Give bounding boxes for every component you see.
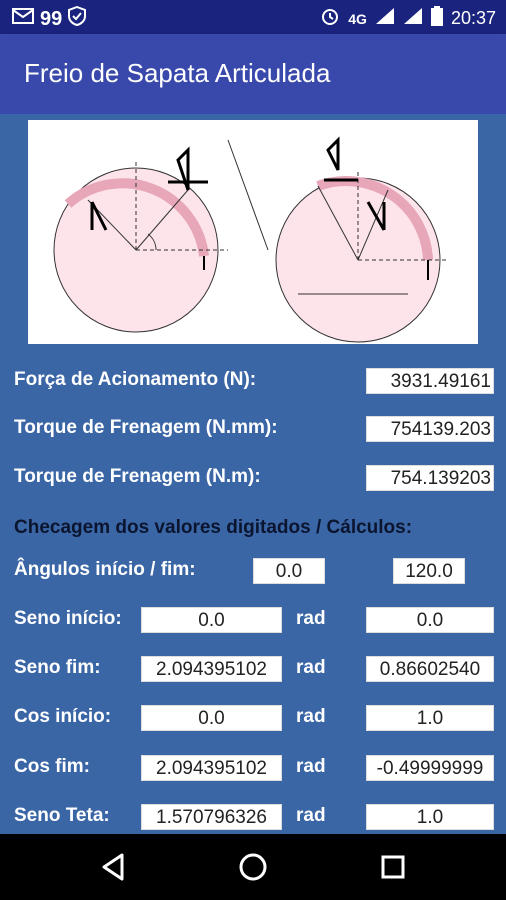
trig-row: [0, 654, 506, 686]
status-right: [320, 6, 496, 31]
status-bar: [0, 0, 506, 34]
unit-label: rad: [296, 706, 326, 727]
force-value: 3931.49161: [366, 368, 494, 394]
trig-input: 1.570796326: [141, 804, 282, 830]
trig-row: [0, 753, 506, 785]
unit-label: rad: [296, 657, 326, 678]
signal-icon: [375, 7, 395, 30]
app-title: Freio de Sapata Articulada: [24, 58, 331, 88]
network-type: 4G: [348, 10, 367, 27]
trig-label: Cos início:: [14, 706, 112, 727]
trig-row: [0, 802, 506, 834]
trig-result: -0.49999999: [366, 755, 494, 781]
notification-count: 99: [40, 7, 63, 30]
unit-label: rad: [296, 608, 326, 629]
trig-input: 0.0: [141, 705, 282, 731]
main-content[interactable]: [0, 114, 506, 834]
trig-label: Seno início:: [14, 608, 122, 629]
torque-nmm-value: 754139.203: [366, 416, 494, 442]
trig-input: 0.0: [141, 607, 282, 633]
angle-end-value: 120.0: [393, 558, 465, 584]
result-row-force: [0, 366, 506, 398]
brake-shoe-diagram-icon: [28, 120, 478, 344]
angle-start-value: 0.0: [253, 558, 325, 584]
torque-nm-label: Torque de Frenagem (N.m):: [14, 466, 261, 487]
back-icon: [100, 853, 126, 881]
recents-icon: [380, 854, 406, 880]
home-icon: [238, 852, 268, 882]
trig-result: 1.0: [366, 804, 494, 830]
back-button[interactable]: [96, 850, 130, 884]
unit-label: rad: [296, 756, 326, 777]
trig-label: Cos fim:: [14, 756, 90, 777]
angles-row: [0, 556, 506, 588]
clock: 20:37: [450, 8, 496, 28]
alarm-icon: [320, 6, 340, 31]
home-button[interactable]: [236, 850, 270, 884]
shield-icon: [68, 6, 86, 32]
torque-nmm-label: Torque de Frenagem (N.mm):: [14, 417, 278, 438]
trig-row: [0, 605, 506, 637]
angles-label: Ângulos início / fim:: [14, 559, 196, 580]
trig-label: Seno fim:: [14, 657, 101, 678]
signal-icon-2: [403, 7, 423, 30]
recents-button[interactable]: [376, 850, 410, 884]
result-row-torque-nm: [0, 463, 506, 495]
trig-result: 0.86602540: [366, 656, 494, 682]
trig-result: 1.0: [366, 705, 494, 731]
trig-row: [0, 703, 506, 735]
check-heading-row: [0, 514, 506, 546]
force-label: Força de Acionamento (N):: [14, 369, 257, 390]
check-heading: Checagem dos valores digitados / Cálculos:: [14, 517, 413, 538]
mail-icon: [12, 7, 34, 31]
torque-nm-value: 754.139203: [366, 465, 494, 491]
trig-result: 0.0: [366, 607, 494, 633]
trig-label: Seno Teta:: [14, 805, 110, 826]
nav-bar: [0, 834, 506, 900]
trig-input: 2.094395102: [141, 755, 282, 781]
trig-input: 2.094395102: [141, 656, 282, 682]
app-bar: [0, 34, 506, 114]
status-left: [12, 6, 86, 32]
battery-icon: [431, 6, 443, 31]
result-row-torque-nmm: [0, 414, 506, 446]
unit-label: rad: [296, 805, 326, 826]
